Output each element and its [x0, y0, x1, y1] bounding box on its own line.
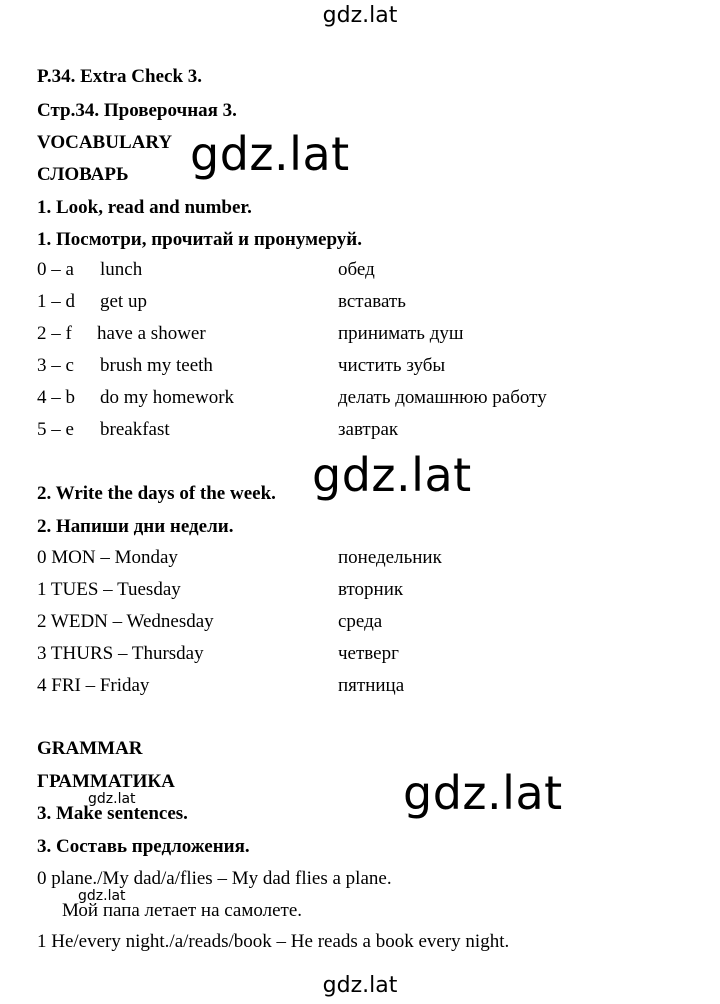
task1-heading-ru: 1. Посмотри, прочитай и пронумеруй. [37, 229, 362, 250]
watermark-top: gdz.lat [322, 3, 398, 28]
task1-english: brush my teeth [100, 355, 213, 376]
task1-number: 2 – f [37, 323, 72, 344]
task2-russian: среда [338, 611, 383, 632]
page-title-ru: Стр.34. Проверочная 3. [37, 100, 237, 121]
task2-english: 0 MON – Monday [37, 547, 178, 568]
task2-heading-en: 2. Write the days of the week. [37, 483, 276, 504]
watermark-bottom: gdz.lat [322, 973, 398, 998]
section-grammar-ru: ГРАММАТИКА [37, 771, 175, 792]
watermark-small-2: gdz.lat [78, 888, 126, 904]
task1-russian: принимать душ [338, 323, 464, 344]
task3-sentence-0-translation: Мой папа летает на самолете. [62, 900, 303, 921]
watermark-large-3: gdz.lat [403, 766, 563, 820]
task1-number: 0 – a [37, 259, 74, 280]
task3-heading-en: 3. Make sentences. [37, 803, 188, 824]
task1-russian: делать домашнюю работу [338, 387, 547, 408]
section-vocabulary-ru: СЛОВАРЬ [37, 164, 129, 185]
task1-english: lunch [100, 259, 143, 280]
task1-english: have a shower [97, 323, 206, 344]
task1-number: 3 – c [37, 355, 74, 376]
task1-number: 5 – e [37, 419, 74, 440]
task1-english: get up [100, 291, 147, 312]
task2-english: 1 TUES – Tuesday [37, 579, 181, 600]
task2-russian: понедельник [338, 547, 442, 568]
task2-russian: вторник [338, 579, 404, 600]
task1-russian: чистить зубы [338, 355, 446, 376]
task2-english: 2 WEDN – Wednesday [37, 611, 214, 632]
task2-heading-ru: 2. Напиши дни недели. [37, 516, 234, 537]
task3-sentence-1: 1 He/every night./a/reads/book – He reads a book every night. [37, 931, 510, 952]
task1-russian: вставать [338, 291, 406, 312]
watermark-large-1: gdz.lat [190, 127, 350, 181]
task2-russian: четверг [338, 643, 399, 664]
task1-number: 1 – d [37, 291, 75, 312]
watermark-large-2: gdz.lat [312, 448, 472, 502]
task3-sentence-0: 0 plane./My dad/a/flies – My dad flies a plane. [37, 868, 392, 889]
task3-heading-ru: 3. Составь предложения. [37, 836, 250, 857]
task2-russian: пятница [338, 675, 405, 696]
page-title-en: P.34. Extra Check 3. [37, 66, 203, 87]
watermark-small-1: gdz.lat [88, 791, 136, 807]
task1-english: do my homework [100, 387, 235, 408]
section-vocabulary-en: VOCABULARY [37, 132, 173, 153]
task2-english: 3 THURS – Thursday [37, 643, 204, 664]
task1-russian: обед [338, 259, 375, 280]
task2-english: 4 FRI – Friday [37, 675, 150, 696]
task1-number: 4 – b [37, 387, 75, 408]
task1-heading-en: 1. Look, read and number. [37, 197, 252, 218]
task1-russian: завтрак [338, 419, 399, 440]
section-grammar-en: GRAMMAR [37, 738, 143, 759]
task1-english: breakfast [100, 419, 170, 440]
